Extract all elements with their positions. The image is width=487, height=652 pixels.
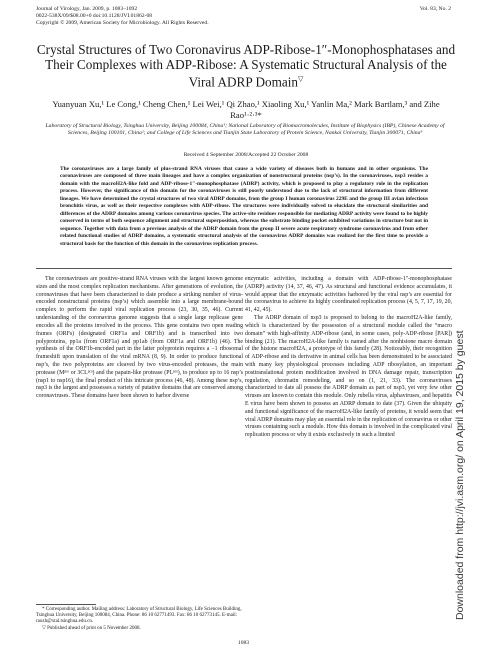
body-paragraph: The coronaviruses are positive-strand RNA viruses with the largest known genome sizes and the most complex replication mechanisms. After generations of evolution, the coronaviruses that have been characterized to date produce a striking number of virus-encoded nonstructural proteins (nsp’s) which assemble into a large membrane-bound complex to perform the rapid viral replication process (23, 30, 35, 46). Current understanding of the coronavirus genome suggests that a single large replicase gene encodes all the proteins involved in the process. This gene contains two open reading frames (ORFs) (designated ORF1a and ORF1b) and is transcribed into two polyproteins, pp1a (from ORF1a) and pp1ab (from ORF1a and ORF1b) (46). The synthesis of the ORF1b-encoded part in the latter polyprotein requires a −1 ribosomal frameshift upon translation of the viral mRNA (8, 9). In order to produce functional nsp’s, the two polyproteins are cleaved by two virus-encoded proteases, the main protease (Mᵖʳᵒ or 3CLᵖʳᵒ) and the papain-like protease (PLᵖʳᵒ), to produce up to 16 nsp’s (nsp1 to nsp16), the final product of this intricate process (46, 48). Among these nsp’s, nsp3 is the largest and possesses a variety of putative domains that are conserved among coronaviruses. These domains have been shown to harbor diverse [36, 276, 243, 400]
issn-doi: 0022-538X/09/$08.00+0 doi:10.1128/JVI.01862-08 [36, 13, 153, 19]
download-note: Downloaded from http://jvi.asm.org/ on April 19, 2015 by guest [454, 330, 466, 620]
volume-label: Vol. 83, No. 2 [419, 6, 451, 12]
body-paragraph: enzymatic activities, including a domain with ADP-ribose-1″-monophosphatase (ADRP) activity (14, 37, 46, 47). As structural and functional evidence accumulates, it would appear that the enzymatic activities harbored by the viral nsp’s are essential for the coronavirus to achieve its highly coordinated replication process (4, 5, 7, 17, 19, 20, 41, 42, 45). [245, 276, 452, 314]
article-title-text: Crystal Structures of Two Coronavirus ADP-Ribose-1″-Monophosphatases and Their Complexes with ADP-Ribose: A Systematic Structural Analysis of the Viral ADRP Domain [36, 42, 456, 90]
journal-header [36, 6, 336, 27]
copyright-notice: Copyright © 2009, American Society for Microbiology. All Rights Reserved. [36, 20, 209, 26]
abstract-divider [36, 268, 452, 269]
received-dates: Received 4 September 2008/Accepted 22 October 2008 [183, 152, 309, 158]
author-list: Yuanyuan Xu,¹ Le Cong,¹ Cheng Chen,¹ Lei Wei,¹ Qi Zhao,¹ Xiaoling Xu,¹ Yanlin Ma,² Mark Bartlam,³ and Zihe Rao¹·²·³* [52, 99, 440, 120]
footnotes [36, 607, 243, 632]
body-paragraph: The ADRP domain of nsp3 is proposed to belong to the macroH2A-like family, which is characterized by the possession of a structural module called the “macro domain” with high-affinity ADP-ribose (and, in some cases, poly-ADP-ribose [PAR]) binding (21). The macroH2A-like family is named after the nonhistone macro domain of the histone macroH2A, a prototype of this family (28). Noticeably, their recognition of ADP-ribose and its derivative in animal cells has been demonstrated to be associated with many key physiological processes including ADP ribosylation, an important posttranslational protein modification involved in DNA damage repair, transcription regulation, chromatin remodeling, and so on (1, 21, 33). The coronaviruses characterized to date all possess the ADRP domain as part of nsp3, yet very few other viruses are known to contain this module. Only rubella virus, alphaviruses, and hepatitis E virus have been shown to possess an ADRP domain to date (37). Given the ubiquity and functional significance of the macroH2A-like family of proteins, it would seem that viral ADRP domains may play an essential role in the replication of coronavirus or other viruses containing such a module. How this domain is involved in the complicated viral replication process or why it exists exclusively in such a limited [245, 315, 452, 439]
corresponding-author-note: * Corresponding author. Mailing address: Laboratory of Structural Biology, Life Sciences Building, Tsinghua University, Beijing 100084, China. Phone: 86 10 62771493. Fax: 86 10 62773145. E-mail: raozh@xtal.tsinghua.edu.cn. [36, 607, 242, 625]
article-title [36, 43, 456, 90]
body-column-right [245, 276, 452, 628]
body-column-left [36, 276, 243, 566]
abstract: The coronaviruses are a large family of plus-strand RNA viruses that cause a wide variety of diseases both in humans and in other organisms. The coronaviruses are composed of three main lineages and have a complex organization of nonstructural proteins (nsp’s). In the coronaviruses, nsp3 resides a domain with the macroH2A-like fold and ADP-ribose-1″-monophosphatase (ADRP) activity, which is proposed to play a regulatory role in the replication process. However, the significance of this domain for the coronaviruses is still poorly understood due to the lack of structural information from different lineages. We have determined the crystal structures of two viral ADRP domains, from the group I human coronavirus 229E and the group III avian infectious bronchitis virus, as well as their respective complexes with ADP-ribose. The structures were individually solved to elucidate the structural similarities and differences of the ADRP domains among various coronavirus species. The active-site residues responsible for mediating ADRP activity were found to be highly conserved in terms of both sequence alignment and structural superposition, whereas the substrate binding pocket exhibited variations in structure but not in sequence. Together with data from a previous analysis of the ADRP domain from the group II severe acute respiratory syndrome coronavirus and from other related functional studies of ADRP domains, a systematic structural analysis of the coronavirus ADRP domains was realized for the first time to provide a structural basis for the function of this domain in the coronavirus replication process. [60, 166, 428, 247]
journal-citation: Journal of Virology, Jan. 2009, p. 1083–1092 [36, 6, 138, 12]
affiliations: Laboratory of Structural Biology, Tsinghua University, Beijing 100084, China¹; National Laboratory of Biomacromolecules, Institute of Biophysics (IBP), Chinese Academy of Sciences, Beijing 100101, China²; and College of Life Sciences and Tianjin State Laboratory of Protein Science, Nankai University, Tianjin 300071, China³ [45, 123, 445, 137]
footnote-rule [36, 604, 96, 605]
published-ahead-note: ▽ Published ahead of print on 5 November 2008. [42, 625, 141, 631]
published-ahead-mark: ▽ [297, 75, 304, 84]
page-number: 1083 [237, 640, 250, 646]
